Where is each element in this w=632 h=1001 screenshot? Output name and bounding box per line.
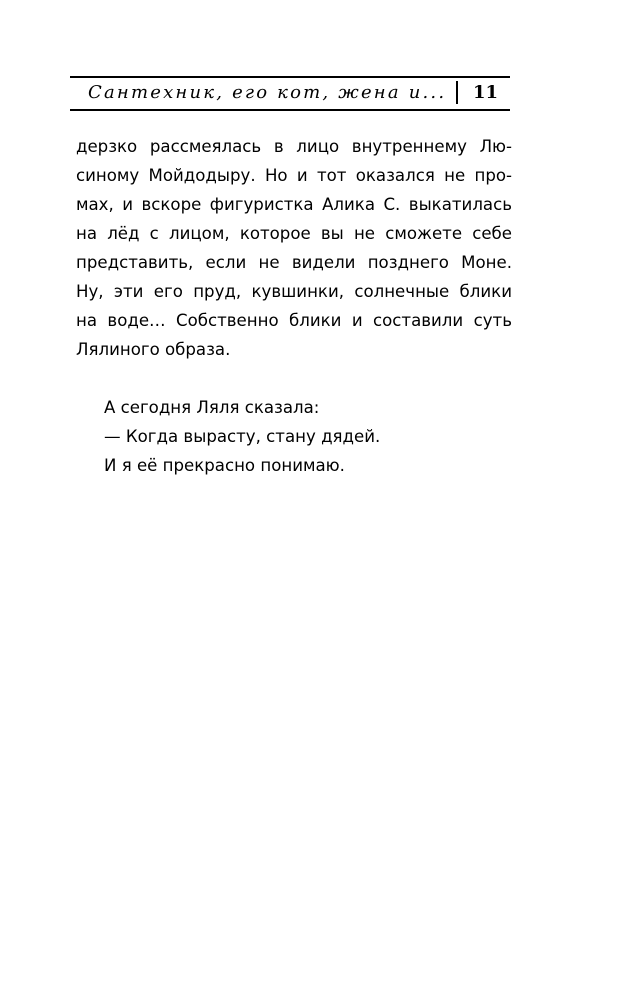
text-line: дерзко рассмеялась в лицо внутреннему Лю-	[76, 137, 512, 156]
header-bottom-rule	[70, 109, 510, 111]
paragraph-gap	[76, 364, 512, 393]
page-number: 11	[473, 82, 499, 103]
header-separator	[456, 81, 458, 104]
paragraph: А сегодня Ляля сказала:	[104, 398, 320, 417]
paragraph: И я её прекрасно понимаю.	[104, 456, 345, 475]
text-line: Лялиного образа.	[76, 340, 231, 359]
text-line: Ну, эти его пруд, кувшинки, солнечные блики	[76, 282, 512, 301]
text-line: синому Мойдодыру. Но и тот оказался не про-	[76, 166, 512, 185]
text-line: на воде… Собственно блики и составили суть	[76, 311, 512, 330]
header-top-rule	[70, 76, 510, 78]
running-title: Сантехник, его кот, жена и...	[88, 82, 447, 103]
text-line: представить, если не видели позднего Моне.	[76, 253, 512, 272]
text-line: на лёд с лицом, которое вы не сможете себе	[76, 224, 512, 243]
running-header	[70, 76, 510, 110]
dialogue-line: — Когда вырасту, стану дядей.	[104, 427, 381, 446]
text-line: мах, и вскоре фигуристка Алика С. выкатилась	[76, 195, 512, 214]
page-body	[76, 132, 512, 480]
